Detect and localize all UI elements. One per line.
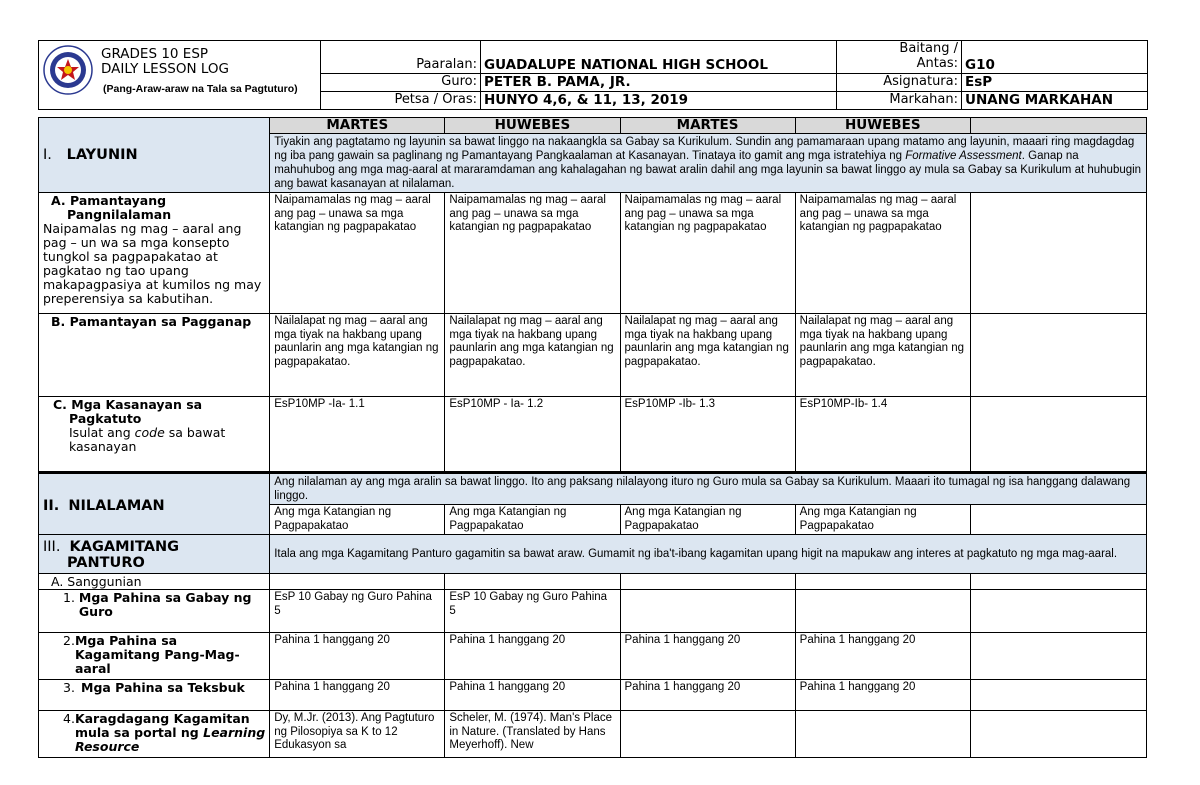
gabay-guro-cell-2: EsP 10 Gabay ng Guro Pahina 5 (445, 590, 620, 633)
nilalaman-num: II. (43, 497, 60, 514)
kagamitan-title-b: PANTURO (67, 554, 145, 571)
gabay-guro-label (39, 590, 270, 633)
pagganap-cell-4: Nailalapat ng mag – aaral ang mga tiyak na hakbang upang paunlarin ang mga katangian ng pagpapakatao. (795, 314, 970, 397)
nilalaman-title: NILALAMAN (68, 497, 165, 514)
gabay-guro-cell-4 (795, 590, 970, 633)
title-subtitle: (Pang-Araw-araw na Tala sa Pagtuturo) (103, 83, 298, 95)
baitang-label-line1: Baitang / (899, 41, 958, 56)
pamantayang-cell-5 (970, 193, 1146, 314)
sanggunian-cell-2 (445, 574, 620, 590)
day-header-3: MARTES (620, 118, 795, 134)
nilalaman-description: Ang nilalaman ay ang mga aralin sa bawat linggo. Ito ang paksang nilalayong ituro ng Guro mula sa Gabay sa Kurikulum. Maaari ito tumagal ng isa hanggang dalawang linggo. (270, 473, 1147, 505)
day-header-2: HUWEBES (445, 118, 620, 134)
kagamitang-mag-aaral-num: 2. (63, 633, 75, 648)
day-header-1: MARTES (270, 118, 445, 134)
markahan-value: UNANG MARKAHAN (962, 91, 1148, 109)
pamantayang-label-b: Pangnilalaman (67, 207, 172, 222)
kasanayan-label (39, 397, 270, 473)
day-header-4: HUWEBES (795, 118, 970, 134)
kasanayan-label-a: C. Mga Kasanayan sa (53, 397, 203, 412)
paaralan-value: GUADALUPE NATIONAL HIGH SCHOOL (481, 41, 837, 74)
karagdagang-cell-3 (620, 711, 795, 758)
pamantayang-cell-4: Naipamamalas ng mag – aaral ang pag – unawa sa mga katangian ng pagpapakatao (795, 193, 970, 314)
day-header-5 (970, 118, 1146, 134)
kagamitan-description: Itala ang mga Kagamitang Panturo gagamitin sa bawat araw. Gumamit ng iba't-ibang kagamitan upang higit na mapukaw ang interes at pagkatuto ng mga mag-aaral. (270, 535, 1147, 574)
baitang-label-line2: Antas: (916, 56, 958, 71)
kagamitang-mag-aaral-cell-1: Pahina 1 hanggang 20 (270, 633, 445, 680)
lesson-log-table (38, 117, 1147, 758)
sanggunian-cell-3 (620, 574, 795, 590)
kasanayan-cell-1: EsP10MP -Ia- 1.1 (270, 397, 445, 473)
asignatura-value: EsP (962, 73, 1148, 91)
pamantayang-cell-1: Naipamamalas ng mag – aaral ang pag – unawa sa mga katangian ng pagpapakatao (270, 193, 445, 314)
nilalaman-cell-1: Ang mga Katangian ng Pagpapakatao (270, 505, 445, 535)
pamantayang-cell-3: Naipamamalas ng mag – aaral ang pag – unawa sa mga katangian ng pagpapakatao (620, 193, 795, 314)
layunin-desc-b: . Ganap na mahuhubog ang mga mag-aaral at mararamdaman ang kahalagahan ng bawat aralin dahil ang mga layunin sa bawat linggo ay mula sa Gabay sa Kurikulum at huhubugin ang bawat kasanayan at nilalaman. (274, 150, 1142, 190)
teksbuk-title: Mga Pahina sa Teksbuk (81, 680, 245, 695)
teksbuk-cell-3: Pahina 1 hanggang 20 (620, 680, 795, 711)
sanggunian-cell-1 (270, 574, 445, 590)
kasanayan-cell-4: EsP10MP-Ib- 1.4 (795, 397, 970, 473)
layunin-desc-a: Tiyakin ang pagtatamo ng layunin sa bawat linggo na nakaangkla sa Gabay sa Kurikulum. Sundin ang pamamaraan upang matamo ang layunin, maaari ring magdagdag ng iba pang gawain sa paglinang ng Pamantayang Pangkaalaman at Kasanayan. Tinataya ito gamit ang mga istratehiya ng (274, 136, 1135, 162)
nilalaman-cell-4: Ang mga Katangian ng Pagpapakatao (795, 505, 970, 535)
nilalaman-label (39, 473, 270, 535)
pagganap-cell-1: Nailalapat ng mag – aaral ang mga tiyak na hakbang upang paunlarin ang mga katangian ng pagpapakatao. (270, 314, 445, 397)
header-table (38, 40, 1148, 110)
kasanayan-label-b: Pagkatuto (69, 411, 142, 426)
layunin-label (39, 118, 270, 193)
pamantayang-cell-2: Naipamamalas ng mag – aaral ang pag – unawa sa mga katangian ng pagpapakatao (445, 193, 620, 314)
kasanayan-cell-5 (970, 397, 1146, 473)
kasanayan-desc-b: sa bawat kasanayan (69, 425, 226, 454)
pagganap-cell-2: Nailalapat ng mag – aaral ang mga tiyak na hakbang upang paunlarin ang mga katangian ng pagpapakatao. (445, 314, 620, 397)
nilalaman-cell-2: Ang mga Katangian ng Pagpapakatao (445, 505, 620, 535)
layunin-title: LAYUNIN (66, 146, 138, 163)
gabay-guro-title: Mga Pahina sa Gabay ng Guro (78, 590, 252, 619)
kasanayan-desc-a: Isulat ang (69, 425, 135, 440)
title-block (101, 47, 229, 77)
sanggunian-cell-4 (795, 574, 970, 590)
kagamitan-title-a: KAGAMITANG (69, 538, 179, 555)
teksbuk-cell-5 (970, 680, 1146, 711)
teksbuk-label (39, 680, 270, 711)
nilalaman-cell-5 (970, 505, 1146, 535)
kasanayan-cell-2: EsP10MP - Ia- 1.2 (445, 397, 620, 473)
pagganap-cell-5 (970, 314, 1146, 397)
kagamitan-label (39, 535, 270, 574)
kasanayan-desc (43, 426, 265, 454)
pamantayan-pagganap-label: B. Pamantayan sa Pagganap (39, 314, 270, 397)
petsa-value: HUNYO 4,6, & 11, 13, 2019 (481, 91, 837, 109)
kagamitang-mag-aaral-cell-5 (970, 633, 1146, 680)
title-grade: GRADES 10 ESP (101, 46, 209, 62)
asignatura-label: Asignatura: (837, 73, 962, 91)
markahan-label: Markahan: (837, 91, 962, 109)
layunin-desc-italic: Formative Assessment (905, 150, 1022, 162)
guro-label: Guro: (321, 73, 481, 91)
deped-seal-icon (43, 45, 93, 95)
layunin-num: I. (43, 146, 52, 163)
layunin-description (270, 134, 1147, 193)
karagdagang-cell-5 (970, 711, 1146, 758)
karagdagang-title-italic: Learning Resource (74, 725, 266, 754)
nilalaman-cell-3: Ang mga Katangian ng Pagpapakatao (620, 505, 795, 535)
kagamitang-mag-aaral-cell-3: Pahina 1 hanggang 20 (620, 633, 795, 680)
kagamitang-mag-aaral-cell-2: Pahina 1 hanggang 20 (445, 633, 620, 680)
karagdagang-cell-1: Dy, M.Jr. (2013). Ang Pagtuturo ng Pilosopiya sa K to 12 Edukasyon sa (270, 711, 445, 758)
kagamitang-mag-aaral-cell-4: Pahina 1 hanggang 20 (795, 633, 970, 680)
kasanayan-desc-italic: code (134, 425, 165, 440)
baitang-value: G10 (962, 41, 1148, 74)
baitang-label (837, 41, 962, 74)
gabay-guro-num: 1. (63, 590, 75, 605)
guro-value: PETER B. PAMA, JR. (481, 73, 837, 91)
paaralan-label: Paaralan: (321, 41, 481, 74)
karagdagang-num: 4. (63, 711, 75, 726)
karagdagang-label (39, 711, 270, 758)
teksbuk-cell-4: Pahina 1 hanggang 20 (795, 680, 970, 711)
sanggunian-label: A. Sanggunian (39, 574, 270, 590)
kasanayan-cell-3: EsP10MP -Ib- 1.3 (620, 397, 795, 473)
karagdagang-cell-4 (795, 711, 970, 758)
karagdagang-cell-2: Scheler, M. (1974). Man's Place in Nature. (Translated by Hans Meyerhoff). New (445, 711, 620, 758)
title-dll: DAILY LESSON LOG (101, 61, 229, 77)
pagganap-cell-3: Nailalapat ng mag – aaral ang mga tiyak na hakbang upang paunlarin ang mga katangian ng pagpapakatao. (620, 314, 795, 397)
gabay-guro-cell-3 (620, 590, 795, 633)
teksbuk-cell-1: Pahina 1 hanggang 20 (270, 680, 445, 711)
teksbuk-num: 3. (63, 680, 75, 695)
title-cell (39, 41, 321, 110)
gabay-guro-cell-5 (970, 590, 1146, 633)
kagamitan-num: III. (43, 538, 61, 555)
pamantayang-pangnilalaman-label (39, 193, 270, 314)
kagamitang-mag-aaral-label (39, 633, 270, 680)
kagamitang-mag-aaral-title: Mga Pahina sa Kagamitang Pang-Mag-aaral (74, 633, 240, 676)
sanggunian-cell-5 (970, 574, 1146, 590)
petsa-label: Petsa / Oras: (321, 91, 481, 109)
pamantayang-desc: Naipamalas ng mag – aaral ang pag – un wa sa mga konsepto tungkol sa pagpapakatao at pagkatao ng tao upang makapagpasiya at kumilos ng may preperensiya sa kabutihan. (43, 221, 262, 306)
pamantayang-label-a: A. Pamantayang (51, 193, 167, 208)
gabay-guro-cell-1: EsP 10 Gabay ng Guro Pahina 5 (270, 590, 445, 633)
karagdagang-title: Karagdagang Kagamitan mula sa portal ng (74, 711, 250, 740)
teksbuk-cell-2: Pahina 1 hanggang 20 (445, 680, 620, 711)
